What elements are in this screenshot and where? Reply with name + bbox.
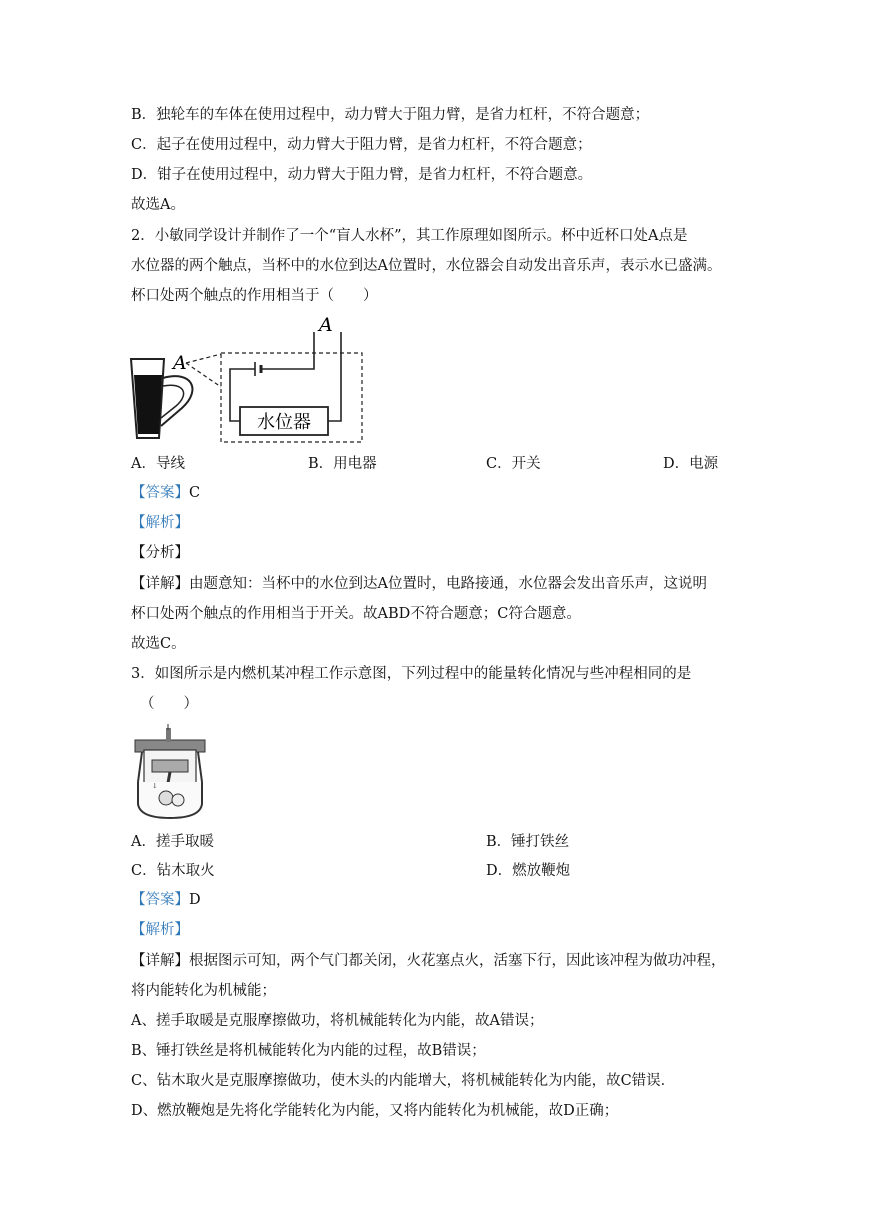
q3-option-c: C．钻木取火 <box>131 863 215 879</box>
q2-fenxi-tag: 【分析】 <box>131 545 189 561</box>
q2-conclusion: 故选C。 <box>131 636 186 652</box>
q2-answer-value: C <box>189 485 201 501</box>
q3-option-a: A．搓手取暖 <box>131 834 214 850</box>
cup-point-a-label: A <box>173 352 187 374</box>
q3-detail-text-1: 根据图示可知，两个气门都关闭，火花塞点火，活塞下行，因此该冲程为做功冲程， <box>189 953 726 969</box>
q2-answer <box>131 483 200 503</box>
prev-line-c: C．起子在使用过程中，动力臂大于阻力臂，是省力杠杆，不符合题意； <box>131 137 592 153</box>
q2-analysis-tag: 【解析】 <box>131 515 189 531</box>
prev-line-b: B．独轮车的车体在使用过程中，动力臂大于阻力臂，是省力杠杆，不符合题意； <box>131 107 650 123</box>
svg-text:↓: ↓ <box>152 782 158 790</box>
q3-explain-a: A、搓手取暖是克服摩擦做功，将机械能转化为内能，故A错误； <box>131 1013 544 1029</box>
q3-answer-tag: 【答案】 <box>131 892 189 908</box>
q3-answer <box>131 890 201 910</box>
water-level-device-label: 水位器 <box>257 412 311 433</box>
q2-detail-tag: 【详解】 <box>131 576 189 592</box>
q2-stem-2: 水位器的两个触点，当杯中的水位到达A位置时，水位器会自动发出音乐声，表示水已盛满。 <box>131 258 722 274</box>
q3-explain-d: D、燃放鞭炮是先将化学能转化为内能，又将内能转化为机械能，故D正确； <box>131 1103 619 1119</box>
engine-stroke-diagram-icon <box>130 722 210 822</box>
q2-stem-1: 2．小敏同学设计并制作了一个“盲人水杯”，其工作原理如图所示。杯中近杯口处A点是 <box>131 228 688 244</box>
q2-stem-3: 杯口处两个触点的作用相当于（ ） <box>131 288 378 304</box>
prev-conclusion: 故选A。 <box>131 197 185 213</box>
q2-option-c: C．开关 <box>486 456 541 472</box>
contact-point-a-label: A <box>319 314 333 336</box>
q3-answer-value: D <box>189 892 201 908</box>
q3-stem-1: 3．如图所示是内燃机某冲程工作示意图，下列过程中的能量转化情况与些冲程相同的是 <box>131 666 692 682</box>
q2-detail-1 <box>131 574 707 594</box>
q2-option-b: B．用电器 <box>308 456 377 472</box>
q3-analysis-tag: 【解析】 <box>131 922 189 938</box>
q3-detail-2: 将内能转化为机械能； <box>131 983 276 999</box>
q2-option-a: A．导线 <box>131 456 185 472</box>
q3-detail-1 <box>131 951 726 971</box>
q3-stem-2: （ ） <box>140 696 198 712</box>
q3-option-d: D．燃放鞭炮 <box>486 863 571 879</box>
q3-explain-b: B、锤打铁丝是将机械能转化为内能的过程，故B错误； <box>131 1043 486 1059</box>
q2-answer-tag: 【答案】 <box>131 485 189 501</box>
q3-explain-c: C、钻木取火是克服摩擦做功，使木头的内能增大，将机械能转化为内能，故C错误． <box>131 1073 676 1089</box>
prev-line-d: D．钳子在使用过程中，动力臂大于阻力臂，是省力杠杆，不符合题意。 <box>131 167 593 183</box>
q2-figure-blind-cup-circuit <box>126 312 371 448</box>
q2-detail-text-1: 由题意知：当杯中的水位到达A位置时，电路接通，水位器会发出音乐声，这说明 <box>189 576 707 592</box>
q2-option-d: D．电源 <box>663 456 719 472</box>
q2-detail-2: 杯口处两个触点的作用相当于开关。故ABD不符合题意；C符合题意。 <box>131 606 581 622</box>
battery-icon <box>255 362 261 376</box>
q3-option-b: B．锤打铁丝 <box>486 834 570 850</box>
q3-detail-tag: 【详解】 <box>131 953 189 969</box>
